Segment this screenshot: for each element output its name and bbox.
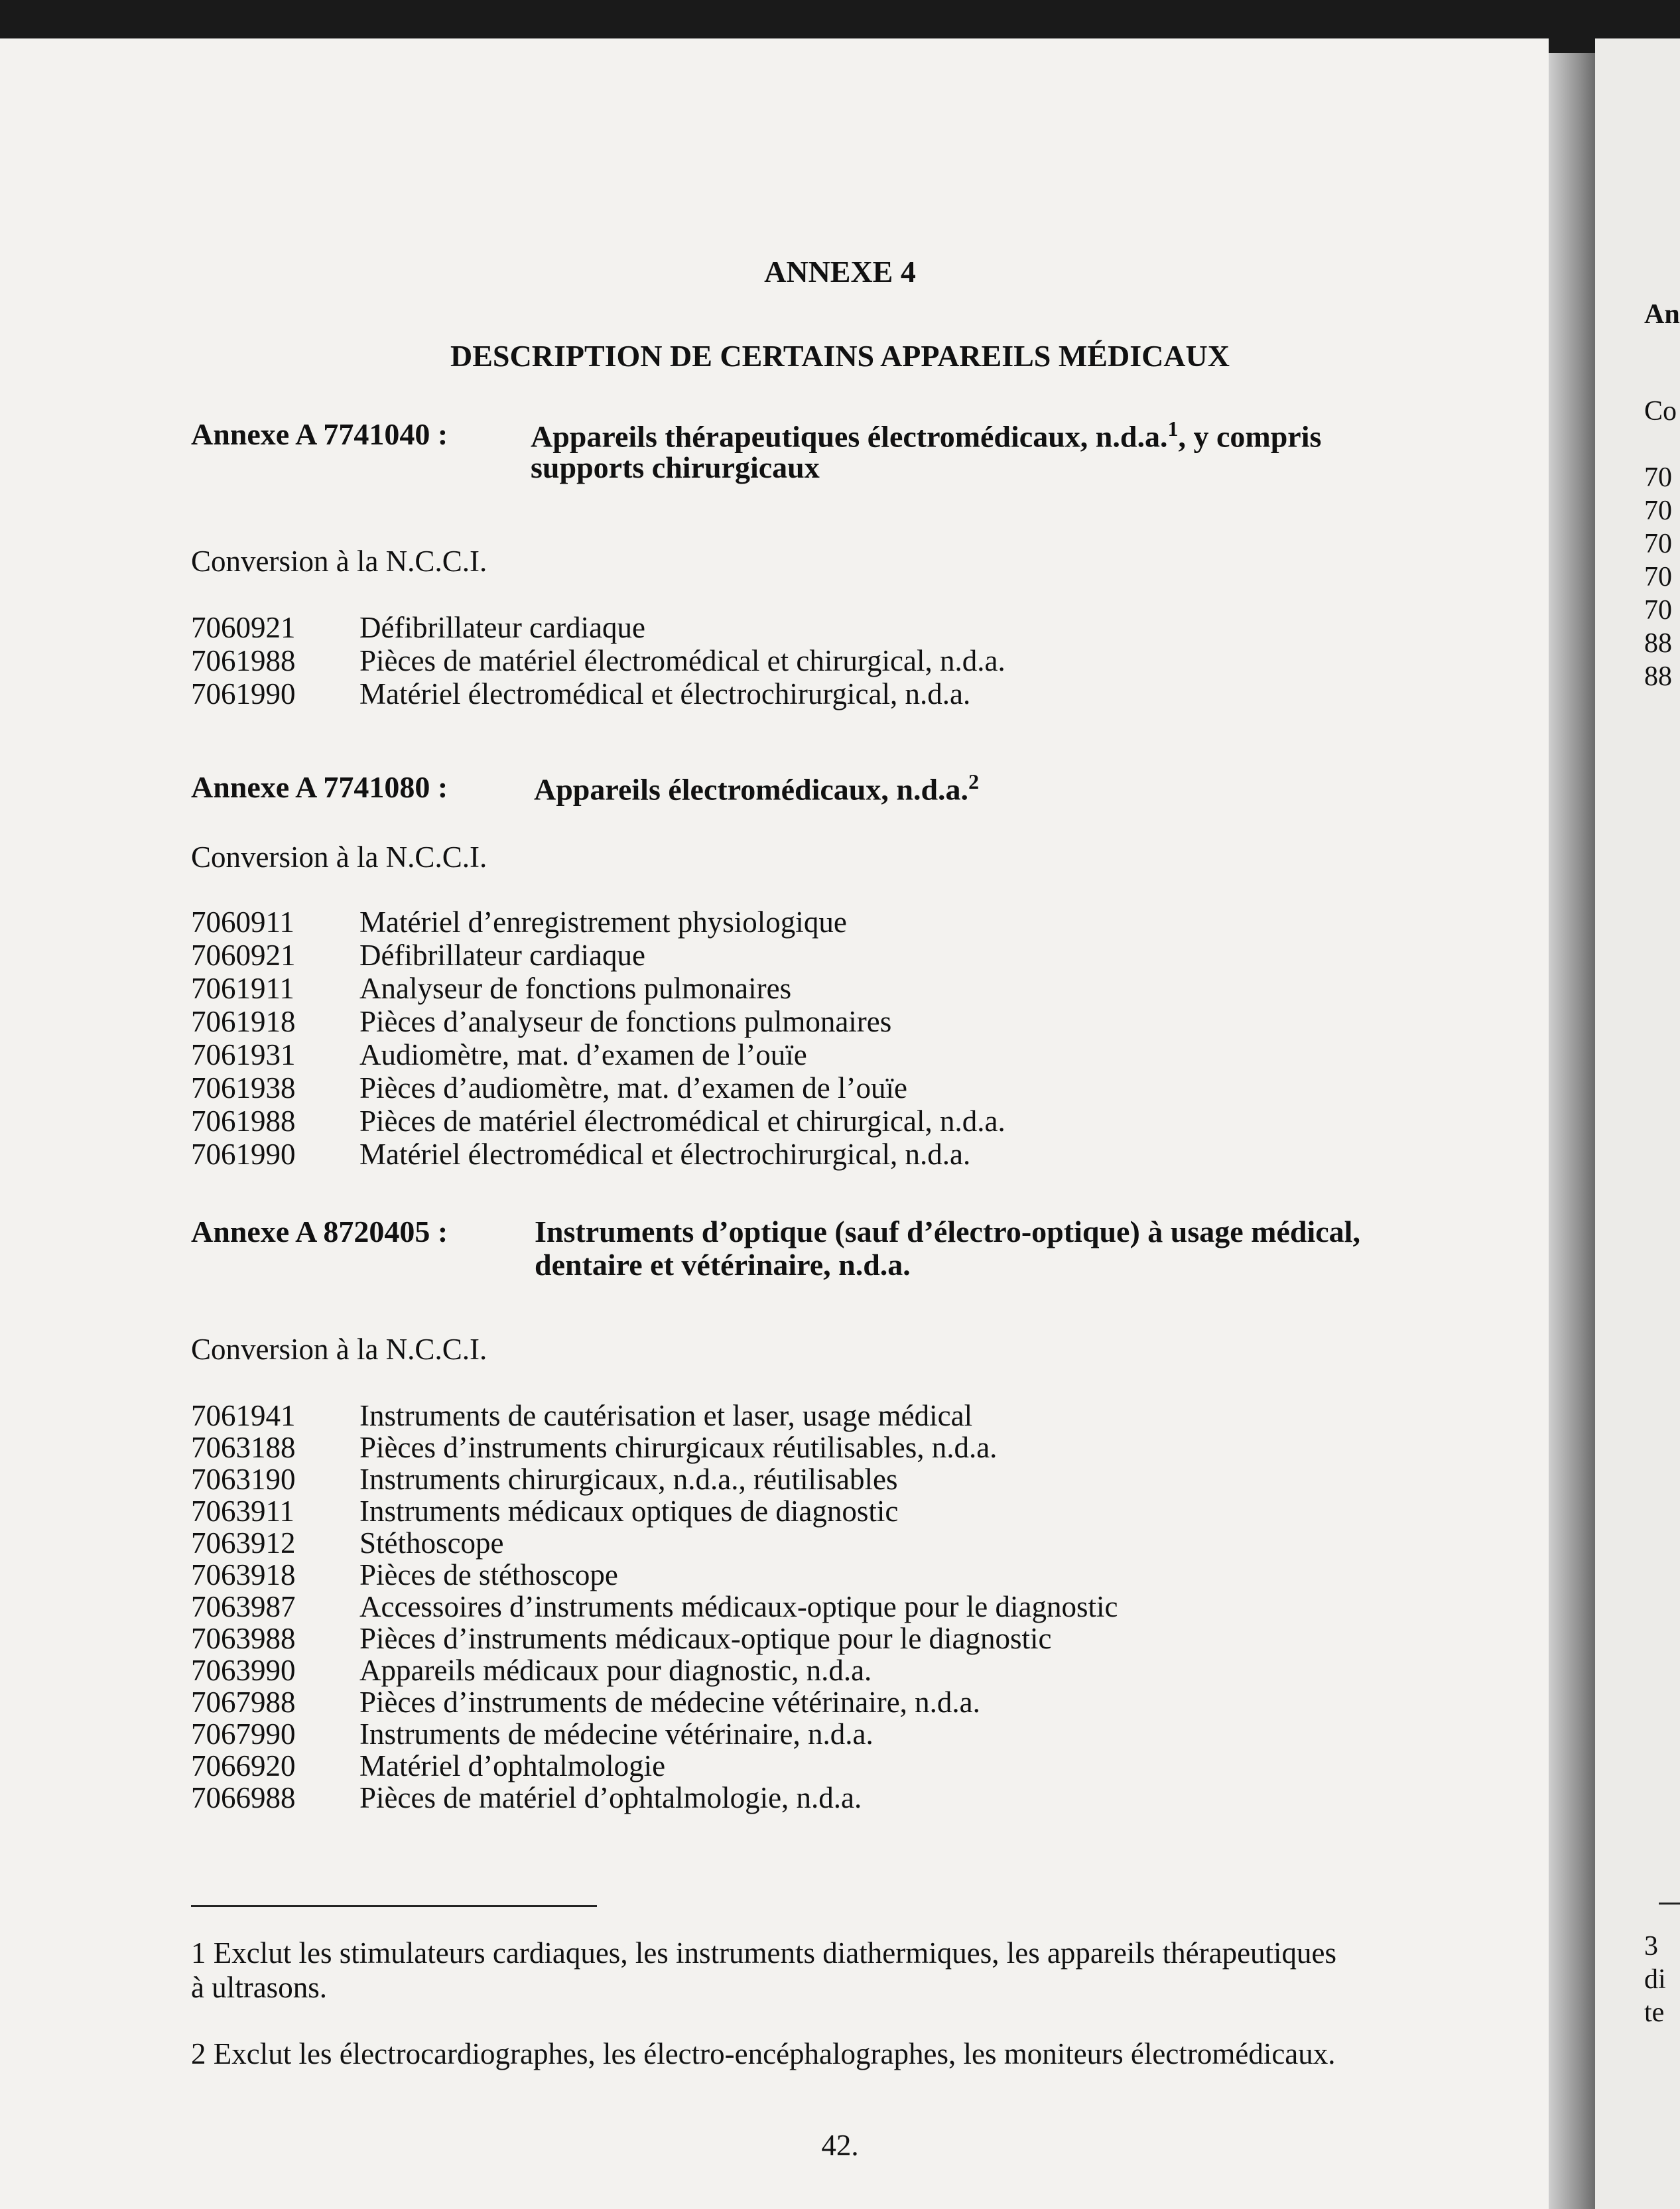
item-code: 7063990 [191,1654,296,1687]
section-1-conversion: Conversion à la N.C.C.I. [191,545,487,578]
section-3-title: Instruments d’optique (sauf d’électro-optique) à usage médical, [535,1215,1360,1248]
item-desc: Pièces d’audiomètre, mat. d’examen de l’ouïe [359,1071,907,1104]
item-desc: Instruments de cautérisation et laser, usage médical [359,1399,973,1432]
item-code: 7067988 [191,1686,296,1719]
item-desc: Pièces de matériel d’ophtalmologie, n.d.a. [359,1781,862,1814]
section-1-title: Appareils thérapeutiques électromédicaux, n.d.a.$^1$, y compris [531,417,1322,454]
item-code: 7063988 [191,1622,296,1655]
item-desc: Instruments chirurgicaux, n.d.a., réutilisables [359,1463,898,1496]
item-desc: Pièces de matériel électromédical et chirurgical, n.d.a. [359,1104,1005,1138]
facing-text: te [1644,1997,1665,2028]
item-code: 7061988 [191,644,296,677]
page-title: DESCRIPTION DE CERTAINS APPAREILS MÉDICAUX [450,339,1230,373]
item-code: 7063918 [191,1558,296,1591]
item-desc: Matériel électromédical et électrochirurgical, n.d.a. [359,677,971,710]
facing-footnote-divider [1659,1903,1680,1905]
facing-text: 70 [1644,496,1672,526]
facing-text: 70 [1644,595,1672,626]
section-2-label: Annexe A 7741080 : [191,770,448,804]
item-code: 7067990 [191,1717,296,1751]
book-gutter [1549,53,1595,2209]
item-code: 7061988 [191,1104,296,1138]
facing-text: 70 [1644,529,1672,559]
item-code: 7061990 [191,677,296,710]
item-code: 7061938 [191,1071,296,1104]
item-code: 7063188 [191,1431,296,1464]
item-code: 7061990 [191,1138,296,1171]
footnote-divider [191,1905,597,1907]
section-3-title-line2: dentaire et vétérinaire, n.d.a. [535,1248,911,1282]
item-desc: Stéthoscope [359,1526,504,1560]
item-code: 7066988 [191,1781,296,1814]
facing-text: 70 [1644,562,1672,592]
facing-text: 88 [1644,628,1672,659]
item-desc: Instruments médicaux optiques de diagnostic [359,1495,899,1528]
item-code: 7061918 [191,1005,296,1038]
item-desc: Instruments de médecine vétérinaire, n.d.a. [359,1717,873,1751]
section-2-conversion: Conversion à la N.C.C.I. [191,840,487,874]
item-desc: Matériel d’ophtalmologie [359,1749,666,1782]
item-desc: Pièces d’instruments médicaux-optique pour le diagnostic [359,1622,1052,1655]
item-code: 7061931 [191,1038,296,1071]
section-3-conversion: Conversion à la N.C.C.I. [191,1333,487,1366]
item-code: 7066920 [191,1749,296,1782]
section-1-label: Annexe A 7741040 : [191,417,448,451]
item-desc: Matériel d’enregistrement physiologique [359,905,847,939]
footnote-1-line1: 1 Exclut les stimulateurs cardiaques, les instruments diathermiques, les appareils thérapeutiques [191,1936,1337,1970]
footnote-1-line2: à ultrasons. [191,1971,327,2004]
section-3-label: Annexe A 8720405 : [191,1215,448,1248]
item-code: 7063912 [191,1526,296,1560]
facing-text: An [1644,299,1680,330]
annex-number: ANNEXE 4 [764,255,916,289]
item-code: 7060921 [191,939,296,972]
item-desc: Pièces de stéthoscope [359,1558,618,1591]
item-desc: Appareils médicaux pour diagnostic, n.d.a. [359,1654,872,1687]
item-code: 7060911 [191,905,294,939]
footnote-2: 2 Exclut les électrocardiographes, les électro-encéphalographes, les moniteurs électromédicaux. [191,2037,1336,2070]
facing-text: di [1644,1964,1666,1995]
item-code: 7060921 [191,611,296,644]
facing-page-fragment [1595,38,1680,2209]
item-code: 7063911 [191,1495,294,1528]
item-desc: Défibrillateur cardiaque [359,939,646,972]
item-desc: Audiomètre, mat. d’examen de l’ouïe [359,1038,807,1071]
item-desc: Pièces d’instruments chirurgicaux réutilisables, n.d.a. [359,1431,998,1464]
section-2-title: Appareils électromédicaux, n.d.a.$^2$ [534,770,980,807]
item-code: 7063190 [191,1463,296,1496]
item-code: 7061941 [191,1399,296,1432]
facing-text: 70 [1644,462,1672,493]
facing-text: 3 [1644,1931,1658,1962]
item-desc: Analyseur de fonctions pulmonaires [359,972,792,1005]
document-page [0,38,1549,2209]
item-code: 7061911 [191,972,294,1005]
page-number: 42. [821,2129,859,2162]
item-desc: Pièces de matériel électromédical et chirurgical, n.d.a. [359,644,1005,677]
item-desc: Accessoires d’instruments médicaux-optique pour le diagnostic [359,1590,1118,1623]
section-1-title-line2: supports chirurgicaux [531,450,820,484]
facing-text: Co [1644,396,1677,427]
item-desc: Pièces d’instruments de médecine vétérinaire, n.d.a. [359,1686,980,1719]
item-desc: Défibrillateur cardiaque [359,611,646,644]
facing-text: 88 [1644,661,1672,692]
item-desc: Matériel électromédical et électrochirurgical, n.d.a. [359,1138,971,1171]
item-desc: Pièces d’analyseur de fonctions pulmonaires [359,1005,892,1038]
item-code: 7063987 [191,1590,296,1623]
